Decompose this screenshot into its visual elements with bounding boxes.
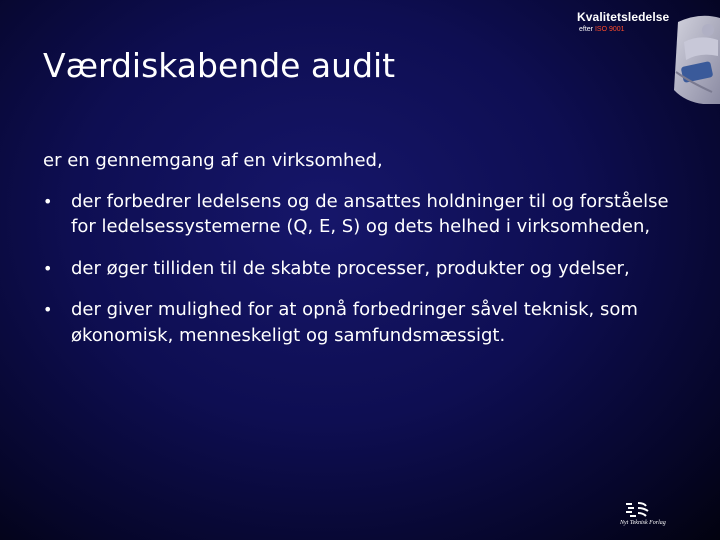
- bullet-list: [43, 189, 673, 349]
- bullet-text: der forbedrer ledelsens og de ansattes holdninger til og forståelse for ledelsessystemerne (Q, E, S) og dets helhed i virksomheden,: [71, 190, 669, 237]
- book-cover-logo: [574, 8, 720, 108]
- bullet-icon: •: [43, 258, 53, 278]
- list-item: [43, 256, 673, 282]
- logo-subtitle: [579, 26, 625, 33]
- bullet-text: der giver mulighed for at opnå forbedringer såvel teknisk, som økonomisk, menneskeligt og samfundsmæssigt.: [71, 299, 638, 346]
- logo-subtitle-prefix: efter: [579, 26, 595, 33]
- bullet-text: der øger tilliden til de skabte processer, produkter og ydelser,: [71, 257, 630, 279]
- publisher-name: Nyt Teknisk Forlag: [620, 520, 666, 526]
- list-item: [43, 189, 673, 240]
- iso-book-art-icon: [660, 12, 720, 104]
- slide-title: Værdiskabende audit: [43, 46, 396, 85]
- list-item: [43, 297, 673, 348]
- publisher-mark-icon: [624, 500, 654, 520]
- logo-iso-label: ISO 9001: [594, 26, 625, 33]
- bullet-icon: •: [43, 300, 53, 319]
- logo-title: Kvalitetsledelse: [577, 10, 670, 24]
- publisher-logo: [618, 500, 688, 530]
- slide-body: [43, 148, 673, 364]
- intro-text: er en gennemgang af en virksomhed,: [43, 150, 383, 171]
- bullet-icon: •: [43, 191, 53, 211]
